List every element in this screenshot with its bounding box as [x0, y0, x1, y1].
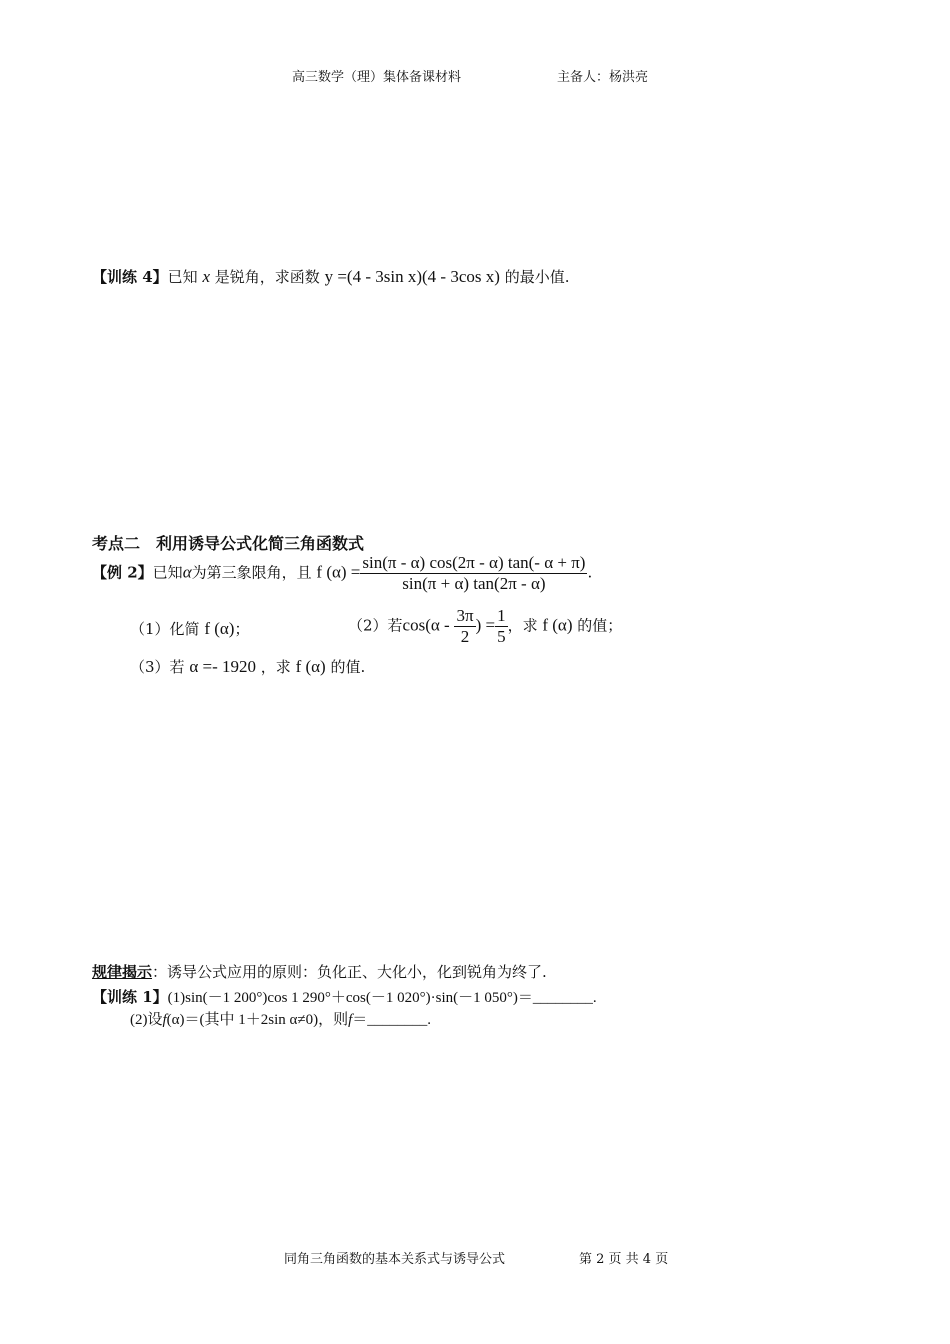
- q3-tail-b: 的值.: [330, 658, 366, 676]
- q2-fraction-3pi-2: [454, 606, 475, 647]
- example2-numerator: sin(π - α) cos(2π - α) tan(- α + π): [362, 553, 586, 572]
- q2-den: 2: [460, 627, 470, 646]
- training4-line: [92, 266, 569, 287]
- q2-num2: 1: [497, 606, 506, 625]
- example2-text-b: 为第三象限角，且: [191, 563, 312, 582]
- example2-end: .: [587, 563, 593, 582]
- training4-formula: y =(4 - 3sin x)(4 - 3cos x): [324, 267, 500, 286]
- example2-f-lhs: f (α) =: [316, 562, 361, 582]
- training4-text-a: 已知: [167, 268, 198, 286]
- header-title: 高三数学（理）集体备课材料: [292, 70, 462, 85]
- q3-tail-a: ，求: [260, 658, 291, 676]
- training1-q1: (1)sin(－1 200°)cos 1 290°＋cos(－1 020°)·sin(－1 050°)＝________.: [167, 990, 597, 1006]
- header-author: 主备人：杨洪亮: [557, 70, 649, 85]
- q2-num: 3π: [456, 606, 474, 625]
- q2-close: ) =: [475, 615, 496, 635]
- footer-page: 第 2 页 共 4 页: [579, 1252, 669, 1267]
- example2-q1: [130, 618, 249, 639]
- q1-expr: f (α): [204, 619, 235, 638]
- q1-end: ；: [234, 620, 250, 638]
- training4-tag: 【训练 4】: [92, 268, 168, 286]
- example2-tag: 【例 2】: [92, 563, 153, 582]
- example2-text-a: 已知: [152, 563, 183, 582]
- section-title: 考点二 利用诱导公式化简三角函数式: [92, 534, 365, 553]
- q3-expr: α =- 1920: [189, 657, 256, 676]
- q3-label: （3）若: [130, 658, 185, 676]
- q2-label: （2）若: [348, 616, 403, 635]
- example2-q3: [130, 656, 365, 677]
- q2-expr: f (α): [542, 615, 573, 635]
- q3-f-expr: f (α): [295, 657, 326, 676]
- example2-line: [92, 553, 592, 594]
- training4-text-c: 的最小值.: [504, 268, 570, 286]
- training1-q2-a: (2)设: [130, 1012, 163, 1028]
- q2-den2: 5: [497, 627, 506, 646]
- footer-title: 同角三角函数的基本关系式与诱导公式: [284, 1252, 506, 1267]
- q2-cos: cos(α -: [402, 615, 450, 635]
- q2-tail-a: ，求: [507, 616, 538, 635]
- q2-fraction-1-5: [495, 606, 508, 647]
- training1-q2-f: f: [162, 1012, 167, 1028]
- q2-tail-b: 的值；: [577, 616, 623, 635]
- example2-q2: [348, 606, 622, 647]
- training1-q2-f2: f: [348, 1012, 353, 1028]
- example2-alpha: α: [182, 562, 192, 582]
- example2-fraction: [360, 553, 587, 594]
- rule-label: 规律揭示: [92, 963, 153, 981]
- training1-q2-c: ＝________.: [352, 1012, 432, 1028]
- q1-label: （1）化简: [130, 620, 200, 638]
- training1-line2: [130, 1008, 431, 1029]
- training4-var-x: x: [202, 267, 211, 286]
- training1-tag: 【训练 1】: [92, 988, 168, 1006]
- example2-denominator: sin(π + α) tan(2π - α): [402, 574, 546, 593]
- training1-line1: [92, 986, 597, 1007]
- rule-line: [92, 961, 547, 982]
- training1-q2-b: (α)＝(其中 1＋2sin α≠0)，则: [166, 1012, 349, 1028]
- rule-text: ：诱导公式应用的原则：负化正、大化小，化到锐角为终了.: [152, 963, 547, 981]
- training4-text-b: 是锐角，求函数: [214, 268, 320, 286]
